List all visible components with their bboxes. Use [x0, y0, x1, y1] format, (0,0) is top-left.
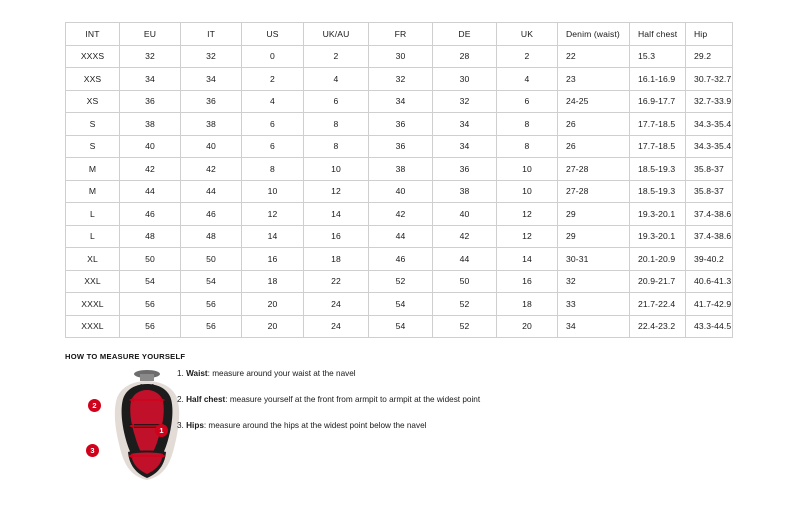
table-cell: 22: [304, 270, 369, 293]
table-cell: 22: [558, 45, 630, 68]
table-cell: 40: [120, 135, 181, 158]
table-row: [66, 180, 733, 203]
instruction-text: : measure around your waist at the navel: [207, 369, 356, 378]
column-header: FR: [369, 23, 433, 46]
table-cell: 6: [242, 113, 304, 136]
table-cell: L: [66, 203, 120, 226]
table-cell: 37.4-38.6: [686, 225, 733, 248]
table-row: [66, 135, 733, 158]
table-cell: 44: [120, 180, 181, 203]
table-cell: 54: [369, 315, 433, 338]
table-cell: 52: [433, 293, 497, 316]
table-cell: 50: [433, 270, 497, 293]
table-cell: 40: [181, 135, 242, 158]
table-cell: 28: [433, 45, 497, 68]
table-cell: S: [66, 113, 120, 136]
table-cell: 8: [242, 158, 304, 181]
table-cell: 16: [304, 225, 369, 248]
table-cell: 46: [369, 248, 433, 271]
table-cell: XXXL: [66, 315, 120, 338]
table-cell: 2: [497, 45, 558, 68]
table-cell: 4: [497, 68, 558, 91]
table-cell: 16: [497, 270, 558, 293]
table-cell: 40.6-41.3: [686, 270, 733, 293]
table-cell: 26: [558, 135, 630, 158]
table-cell: 48: [120, 225, 181, 248]
table-body: [66, 45, 733, 338]
table-cell: 50: [120, 248, 181, 271]
table-cell: 36: [181, 90, 242, 113]
table-cell: 15.3: [630, 45, 686, 68]
instruction-text: : measure yourself at the front from armpit to armpit at the widest point: [225, 395, 481, 404]
measure-instruction-item: [177, 394, 597, 406]
table-cell: 10: [497, 158, 558, 181]
table-cell: 54: [120, 270, 181, 293]
instruction-term: Half chest: [186, 395, 226, 404]
table-cell: 30: [433, 68, 497, 91]
table-cell: 39-40.2: [686, 248, 733, 271]
table-cell: XS: [66, 90, 120, 113]
table-cell: 42: [433, 225, 497, 248]
table-cell: 2: [242, 68, 304, 91]
table-cell: 12: [497, 203, 558, 226]
table-cell: 23: [558, 68, 630, 91]
table-cell: 26: [558, 113, 630, 136]
table-cell: 18.5-19.3: [630, 158, 686, 181]
table-cell: 42: [120, 158, 181, 181]
table-cell: 27-28: [558, 180, 630, 203]
table-row: [66, 293, 733, 316]
table-cell: 46: [120, 203, 181, 226]
table-cell: 46: [181, 203, 242, 226]
table-cell: 29: [558, 203, 630, 226]
table-cell: 44: [369, 225, 433, 248]
table-row: [66, 248, 733, 271]
table-cell: 32: [558, 270, 630, 293]
table-cell: 32: [181, 45, 242, 68]
table-cell: 20: [242, 293, 304, 316]
column-header: UK: [497, 23, 558, 46]
table-cell: 2: [304, 45, 369, 68]
table-cell: 36: [369, 135, 433, 158]
table-cell: 34: [181, 68, 242, 91]
instruction-index: 1.: [177, 369, 184, 378]
measure-instructions: [177, 368, 597, 446]
measure-instruction-item: [177, 368, 597, 380]
table-cell: 37.4-38.6: [686, 203, 733, 226]
table-cell: 8: [497, 113, 558, 136]
table-cell: 10: [304, 158, 369, 181]
table-cell: 38: [433, 180, 497, 203]
column-header: Half chest: [630, 23, 686, 46]
table-cell: 29.2: [686, 45, 733, 68]
table-cell: 35.8-37: [686, 158, 733, 181]
table-row: [66, 45, 733, 68]
table-cell: 34: [120, 68, 181, 91]
table-cell: 14: [242, 225, 304, 248]
table-cell: 12: [242, 203, 304, 226]
table-cell: 52: [433, 315, 497, 338]
table-cell: 56: [120, 315, 181, 338]
table-cell: XXS: [66, 68, 120, 91]
table-cell: 38: [369, 158, 433, 181]
table-cell: 54: [369, 293, 433, 316]
table-header-row: [66, 23, 733, 46]
table-cell: 34.3-35.4: [686, 113, 733, 136]
table-cell: 30.7-32.7: [686, 68, 733, 91]
table-cell: 14: [304, 203, 369, 226]
table-cell: 18.5-19.3: [630, 180, 686, 203]
table-row: [66, 113, 733, 136]
table-cell: 19.3-20.1: [630, 203, 686, 226]
table-cell: 6: [304, 90, 369, 113]
table-cell: XL: [66, 248, 120, 271]
table-cell: 20: [242, 315, 304, 338]
column-header: Hip: [686, 23, 733, 46]
callout-bullet-2: 2: [88, 399, 101, 412]
table-cell: 38: [120, 113, 181, 136]
table-cell: XXXS: [66, 45, 120, 68]
table-cell: 50: [181, 248, 242, 271]
instruction-index: 2.: [177, 395, 184, 404]
table-cell: 43.3-44.5: [686, 315, 733, 338]
table-cell: 4: [242, 90, 304, 113]
table-cell: 32: [369, 68, 433, 91]
table-row: [66, 158, 733, 181]
instruction-index: 3.: [177, 421, 184, 430]
table-cell: 54: [181, 270, 242, 293]
how-to-measure-title: HOW TO MEASURE YOURSELF: [65, 352, 186, 361]
table-cell: 29: [558, 225, 630, 248]
table-cell: 8: [497, 135, 558, 158]
table-cell: 21.7-22.4: [630, 293, 686, 316]
size-chart-table: [65, 22, 733, 338]
column-header: INT: [66, 23, 120, 46]
table-cell: 30: [369, 45, 433, 68]
table-cell: 44: [181, 180, 242, 203]
instruction-text: : measure around the hips at the widest point below the navel: [203, 421, 427, 430]
table-cell: 17.7-18.5: [630, 135, 686, 158]
callout-bullet-1: 1: [155, 424, 168, 437]
table-row: [66, 68, 733, 91]
column-header: US: [242, 23, 304, 46]
table-cell: 8: [304, 113, 369, 136]
column-header: IT: [181, 23, 242, 46]
table-cell: 20: [497, 315, 558, 338]
table-cell: 34: [433, 113, 497, 136]
table-row: [66, 90, 733, 113]
table-cell: 16.1-16.9: [630, 68, 686, 91]
table-cell: 44: [433, 248, 497, 271]
table-cell: M: [66, 180, 120, 203]
table-cell: 10: [242, 180, 304, 203]
table-row: [66, 270, 733, 293]
table-row: [66, 225, 733, 248]
instruction-term: Hips: [186, 421, 204, 430]
table-cell: 18: [242, 270, 304, 293]
table-cell: 36: [433, 158, 497, 181]
table-cell: 18: [304, 248, 369, 271]
table-cell: 20.1-20.9: [630, 248, 686, 271]
size-chart-container: [65, 22, 732, 338]
column-header: EU: [120, 23, 181, 46]
table-cell: 6: [242, 135, 304, 158]
table-cell: 16.9-17.7: [630, 90, 686, 113]
table-cell: 18: [497, 293, 558, 316]
table-cell: 35.8-37: [686, 180, 733, 203]
table-cell: 17.7-18.5: [630, 113, 686, 136]
table-cell: 42: [181, 158, 242, 181]
table-cell: XXXL: [66, 293, 120, 316]
table-cell: 30-31: [558, 248, 630, 271]
table-cell: 14: [497, 248, 558, 271]
table-cell: M: [66, 158, 120, 181]
table-cell: 10: [497, 180, 558, 203]
table-cell: S: [66, 135, 120, 158]
table-cell: 16: [242, 248, 304, 271]
table-cell: 56: [120, 293, 181, 316]
table-cell: 34: [369, 90, 433, 113]
column-header: Denim (waist): [558, 23, 630, 46]
table-cell: 56: [181, 315, 242, 338]
table-cell: 40: [369, 180, 433, 203]
table-cell: 12: [304, 180, 369, 203]
table-cell: XXL: [66, 270, 120, 293]
table-cell: 8: [304, 135, 369, 158]
table-cell: 24-25: [558, 90, 630, 113]
table-cell: 22.4-23.2: [630, 315, 686, 338]
table-cell: 24: [304, 315, 369, 338]
table-row: [66, 203, 733, 226]
table-cell: 0: [242, 45, 304, 68]
callout-bullet-3: 3: [86, 444, 99, 457]
table-cell: 48: [181, 225, 242, 248]
column-header: UK/AU: [304, 23, 369, 46]
table-cell: 40: [433, 203, 497, 226]
table-cell: 34.3-35.4: [686, 135, 733, 158]
table-cell: 34: [433, 135, 497, 158]
table-cell: 36: [369, 113, 433, 136]
table-cell: 32: [433, 90, 497, 113]
table-cell: 32: [120, 45, 181, 68]
table-cell: 41.7-42.9: [686, 293, 733, 316]
instruction-term: Waist: [186, 369, 208, 378]
table-cell: 19.3-20.1: [630, 225, 686, 248]
table-cell: 27-28: [558, 158, 630, 181]
measure-instruction-item: [177, 420, 597, 432]
table-cell: 34: [558, 315, 630, 338]
table-cell: 42: [369, 203, 433, 226]
table-cell: 56: [181, 293, 242, 316]
table-row: [66, 315, 733, 338]
column-header: DE: [433, 23, 497, 46]
table-cell: 24: [304, 293, 369, 316]
table-cell: 52: [369, 270, 433, 293]
table-cell: 38: [181, 113, 242, 136]
table-cell: 20.9-21.7: [630, 270, 686, 293]
table-cell: 32.7-33.9: [686, 90, 733, 113]
table-cell: 6: [497, 90, 558, 113]
table-cell: 12: [497, 225, 558, 248]
table-cell: 33: [558, 293, 630, 316]
table-cell: 36: [120, 90, 181, 113]
table-cell: L: [66, 225, 120, 248]
table-cell: 4: [304, 68, 369, 91]
